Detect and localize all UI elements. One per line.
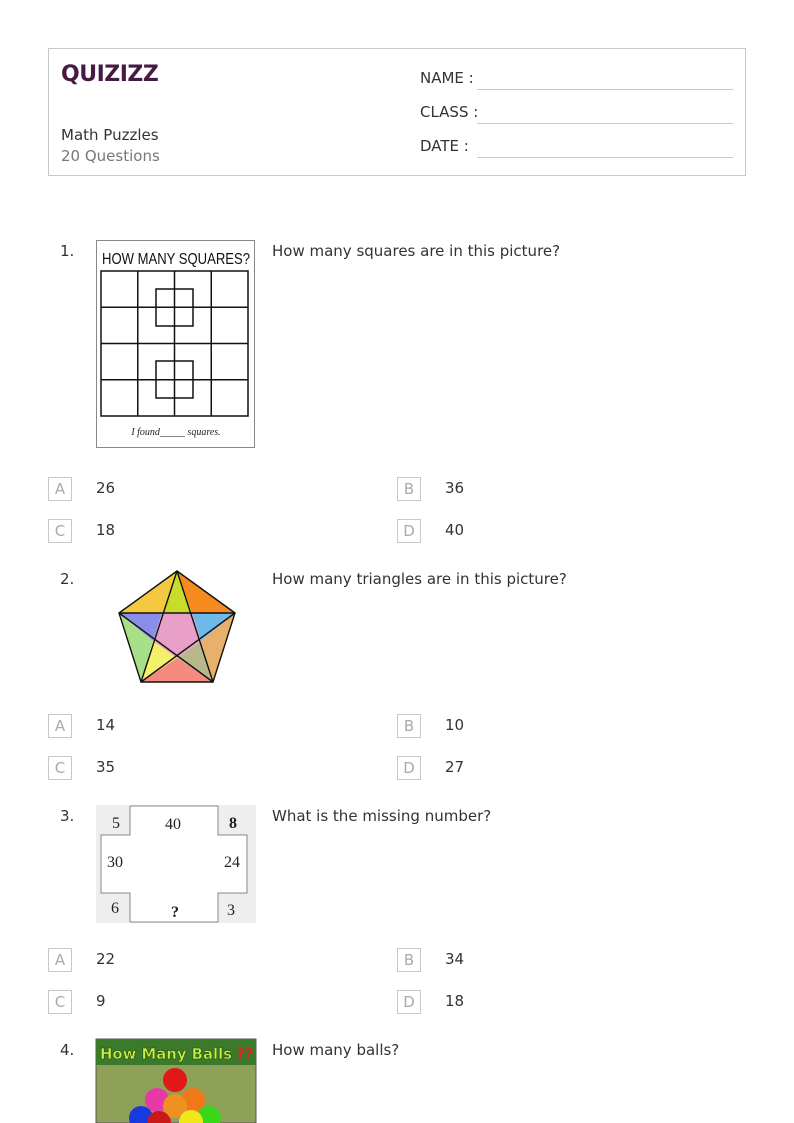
logo-text: QUIZIZZ — [61, 62, 159, 87]
option-d-box[interactable]: D — [397, 756, 421, 780]
balls-puzzle-marks: ?? — [236, 1045, 254, 1063]
option-d-text: 40 — [445, 521, 465, 539]
question-text: What is the missing number? — [272, 807, 492, 825]
puzzle-number-top-left: 5 — [112, 815, 120, 832]
missing-number-puzzle-image — [96, 805, 256, 923]
option-a-box[interactable]: A — [48, 714, 72, 738]
option-c-text: 9 — [96, 992, 106, 1010]
option-b-text: 10 — [445, 716, 465, 734]
puzzle-number-bottom-left: 6 — [111, 900, 119, 917]
question-text: How many balls? — [272, 1041, 400, 1059]
class-field[interactable] — [477, 123, 733, 124]
option-c-box[interactable]: C — [48, 990, 72, 1014]
date-label: DATE : — [420, 137, 469, 155]
date-field[interactable] — [477, 157, 733, 158]
puzzle-number-top-right: 8 — [229, 815, 237, 832]
question-number: 1. — [60, 242, 75, 260]
option-c-box[interactable]: C — [48, 519, 72, 543]
squares-puzzle-image — [96, 240, 256, 450]
question-text: How many squares are in this picture? — [272, 242, 561, 260]
puzzle-number-top: 40 — [165, 816, 181, 833]
option-a-box[interactable]: A — [48, 948, 72, 972]
puzzle-number-left: 30 — [107, 854, 123, 871]
option-b-box[interactable]: B — [397, 477, 421, 501]
option-c-box[interactable]: C — [48, 756, 72, 780]
puzzle-number-bottom-right: 3 — [227, 902, 235, 919]
option-b-box[interactable]: B — [397, 948, 421, 972]
quizizz-logo — [61, 59, 161, 87]
squares-puzzle-footer: I found_____ squares. — [131, 427, 221, 438]
puzzle-number-bottom: ? — [171, 904, 179, 921]
question-number: 3. — [60, 807, 75, 825]
squares-puzzle-heading: HOW MANY SQUARES? — [102, 251, 251, 268]
option-c-text: 35 — [96, 758, 116, 776]
balls-puzzle-heading: How Many Balls — [100, 1045, 233, 1063]
option-a-text: 26 — [96, 479, 116, 497]
question-number: 4. — [60, 1041, 75, 1059]
option-b-box[interactable]: B — [397, 714, 421, 738]
option-a-text: 14 — [96, 716, 116, 734]
question-number: 2. — [60, 570, 75, 588]
option-a-box[interactable]: A — [48, 477, 72, 501]
pentagon-triangles-image — [96, 568, 256, 688]
puzzle-number-right: 24 — [224, 854, 240, 871]
class-label: CLASS : — [420, 103, 479, 121]
ball-red — [163, 1068, 187, 1092]
option-c-text: 18 — [96, 521, 116, 539]
option-b-text: 34 — [445, 950, 465, 968]
question-count: 20 Questions — [61, 147, 160, 165]
balls-puzzle-image — [96, 1039, 256, 1123]
name-field[interactable] — [477, 89, 733, 90]
worksheet-header — [48, 48, 746, 176]
option-d-text: 18 — [445, 992, 465, 1010]
name-label: NAME : — [420, 69, 474, 87]
question-text: How many triangles are in this picture? — [272, 570, 567, 588]
option-b-text: 36 — [445, 479, 465, 497]
option-a-text: 22 — [96, 950, 116, 968]
option-d-box[interactable]: D — [397, 519, 421, 543]
option-d-box[interactable]: D — [397, 990, 421, 1014]
quiz-title: Math Puzzles — [61, 126, 159, 144]
option-d-text: 27 — [445, 758, 465, 776]
